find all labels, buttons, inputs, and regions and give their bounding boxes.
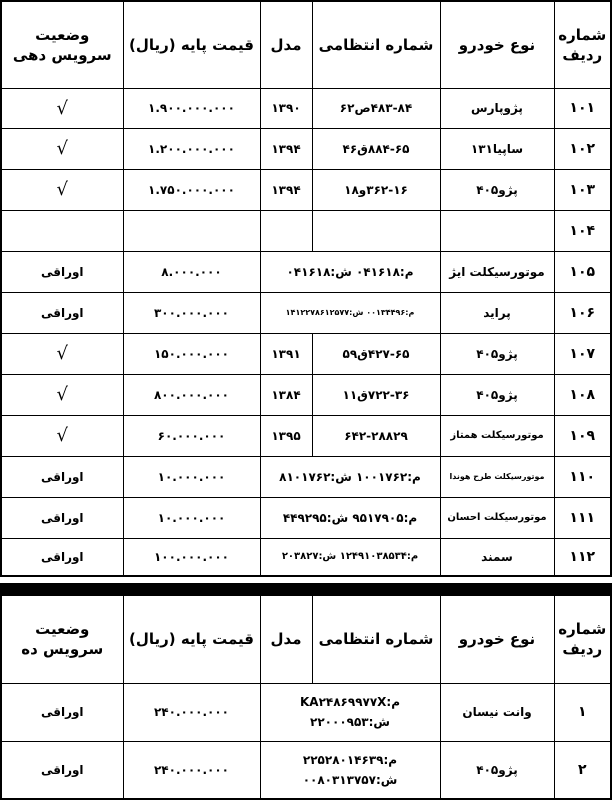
row-index: ۱۰۲ [554, 128, 611, 169]
table-row [1, 210, 611, 251]
row-index: ۱۱۱ [554, 497, 611, 538]
base-price: ۱۰.۰۰۰.۰۰۰ [123, 456, 260, 497]
table-row [1, 415, 611, 456]
model-year: ۱۳۸۴ [260, 374, 312, 415]
header-service-status: وضعیت سرویس ده [1, 595, 123, 683]
row-index: ۱۱۲ [554, 538, 611, 576]
base-price: ۱.۷۵۰.۰۰۰.۰۰۰ [123, 169, 260, 210]
base-price: ۲۴۰.۰۰۰.۰۰۰ [123, 683, 260, 741]
table-separator [0, 583, 612, 594]
vehicle-type: پژو۴۰۵ [440, 741, 554, 799]
plate-line-2: ش:۲۲۰۰۰۹۵۳ [310, 715, 390, 729]
check-mark-icon: √ [1, 333, 123, 374]
base-price: ۳۰۰.۰۰۰.۰۰۰ [123, 292, 260, 333]
row-index: ۱۰۷ [554, 333, 611, 374]
row-index: ۱۱۰ [554, 456, 611, 497]
header-model: مدل [260, 1, 312, 88]
service-status: اوراقی [1, 497, 123, 538]
plate-line-1: م:۲۲۵۲۸۰۱۴۶۳۹ [302, 752, 398, 767]
plate-number [312, 210, 440, 251]
header-base-price: قیمت پایه (ریال) [123, 595, 260, 683]
vehicle-type: پژوپارس [440, 88, 554, 128]
table-row [1, 292, 611, 333]
row-index: ۱۰۸ [554, 374, 611, 415]
base-price: ۲۴۰.۰۰۰.۰۰۰ [123, 741, 260, 799]
table-row [1, 88, 611, 128]
row-index: ۱۰۵ [554, 251, 611, 292]
table-row [1, 538, 611, 576]
header-plate-number: شماره انتظامی [312, 595, 440, 683]
service-status: اوراقی [1, 292, 123, 333]
service-status: اوراقی [1, 741, 123, 799]
plate-number: ۴۸۳-۸۴ص۶۲ [312, 88, 440, 128]
row-index: ۱۰۴ [554, 210, 611, 251]
service-status [1, 210, 123, 251]
row-index: ۲ [554, 741, 611, 799]
vehicle-type: موتورسیکلت طرح هوندا [440, 456, 554, 497]
table-row [1, 497, 611, 538]
base-price: ۱.۹۰۰.۰۰۰.۰۰۰ [123, 88, 260, 128]
table-row [1, 128, 611, 169]
vehicle-type: پژو۴۰۵ [440, 169, 554, 210]
header-vehicle-type: نوع خودرو [440, 595, 554, 683]
table-row [1, 741, 611, 799]
base-price: ۱۰.۰۰۰.۰۰۰ [123, 497, 260, 538]
service-status: اوراقی [1, 538, 123, 576]
check-mark-icon: √ [1, 169, 123, 210]
vehicle-type: وانت نیسان [440, 683, 554, 741]
table-row [1, 374, 611, 415]
base-price: ۱۰۰.۰۰۰.۰۰۰ [123, 538, 260, 576]
vehicle-type: سمند [440, 538, 554, 576]
vehicle-type: پژو۴۰۵ [440, 333, 554, 374]
plate-number-merged [260, 683, 440, 741]
check-mark-icon: √ [1, 88, 123, 128]
plate-line-2: ش:۰۰۸۰۳۱۳۷۵۷ [302, 772, 398, 787]
model-year [260, 210, 312, 251]
header-vehicle-type: نوع خودرو [440, 1, 554, 88]
base-price: ۱۵۰.۰۰۰.۰۰۰ [123, 333, 260, 374]
service-status: اوراقی [1, 456, 123, 497]
vehicle-type: موتورسیکلت همتاز [440, 415, 554, 456]
plate-number: ۴۲۷-۶۵ق۵۹ [312, 333, 440, 374]
base-price: ۱.۲۰۰.۰۰۰.۰۰۰ [123, 128, 260, 169]
base-price: ۶۰.۰۰۰.۰۰۰ [123, 415, 260, 456]
plate-number-merged: م:۱۲۴۹۱۰۳۸۵۳۴ ش:۲۰۳۸۲۷ [260, 538, 440, 576]
plate-number: ۳۶۲-۱۶و۱۸ [312, 169, 440, 210]
vehicle-type: موتورسیکلت احسان [440, 497, 554, 538]
service-status: اوراقی [1, 251, 123, 292]
base-price [123, 210, 260, 251]
header-index: شماره ردیف [554, 595, 611, 683]
plate-number-merged [260, 741, 440, 799]
plate-number-merged: م:۰۰۱۳۴۴۹۶ ش:۱۴۱۲۲۷۸۶۱۲۵۷۷ [260, 292, 440, 333]
table-row [1, 456, 611, 497]
row-index: ۱۰۳ [554, 169, 611, 210]
plate-number: ۶۴۲-۲۸۸۲۹ [312, 415, 440, 456]
vehicle-type: موتورسیکلت ایژ [440, 251, 554, 292]
header-plate-number: شماره انتظامی [312, 1, 440, 88]
row-index: ۱۰۹ [554, 415, 611, 456]
row-index: ۱۰۱ [554, 88, 611, 128]
vehicle-type: ساپیا۱۳۱ [440, 128, 554, 169]
table-header-row [1, 595, 611, 683]
plate-number-merged: م:۹۵۱۷۹۰۵ ش:۴۴۹۲۹۵ [260, 497, 440, 538]
header-base-price: قیمت پایه (ریال) [123, 1, 260, 88]
header-index: شماره ردیف [554, 1, 611, 88]
base-price: ۸۰۰.۰۰۰.۰۰۰ [123, 374, 260, 415]
model-year: ۱۳۹۰ [260, 88, 312, 128]
vehicles-table-secondary [0, 594, 612, 800]
table-row [1, 251, 611, 292]
service-status: اوراقی [1, 683, 123, 741]
check-mark-icon: √ [1, 374, 123, 415]
model-year: ۱۳۹۴ [260, 128, 312, 169]
table-header-row [1, 1, 611, 88]
header-model: مدل [260, 595, 312, 683]
table-row [1, 683, 611, 741]
model-year: ۱۳۹۴ [260, 169, 312, 210]
model-year: ۱۳۹۵ [260, 415, 312, 456]
table-row [1, 169, 611, 210]
model-year: ۱۳۹۱ [260, 333, 312, 374]
base-price: ۸.۰۰۰.۰۰۰ [123, 251, 260, 292]
vehicle-type [440, 210, 554, 251]
vehicle-type: پژو۴۰۵ [440, 374, 554, 415]
row-index: ۱۰۶ [554, 292, 611, 333]
plate-number: ۸۸۴-۶۵ق۴۶ [312, 128, 440, 169]
row-index: ۱ [554, 683, 611, 741]
check-mark-icon: √ [1, 415, 123, 456]
plate-number-merged: م:۱۰۰۱۷۶۲ ش:۸۱۰۱۷۶۲ [260, 456, 440, 497]
plate-number: ۷۲۲-۳۶ق۱۱ [312, 374, 440, 415]
table-row [1, 333, 611, 374]
plate-number-merged: م:۰۴۱۶۱۸ ش:۰۴۱۶۱۸ [260, 251, 440, 292]
plate-line-1: م:KA۲۴۸۶۹۹۷۷X [299, 695, 401, 709]
vehicle-type: پراید [440, 292, 554, 333]
check-mark-icon: √ [1, 128, 123, 169]
header-service-status: وضعیت سرویس دهی [1, 1, 123, 88]
